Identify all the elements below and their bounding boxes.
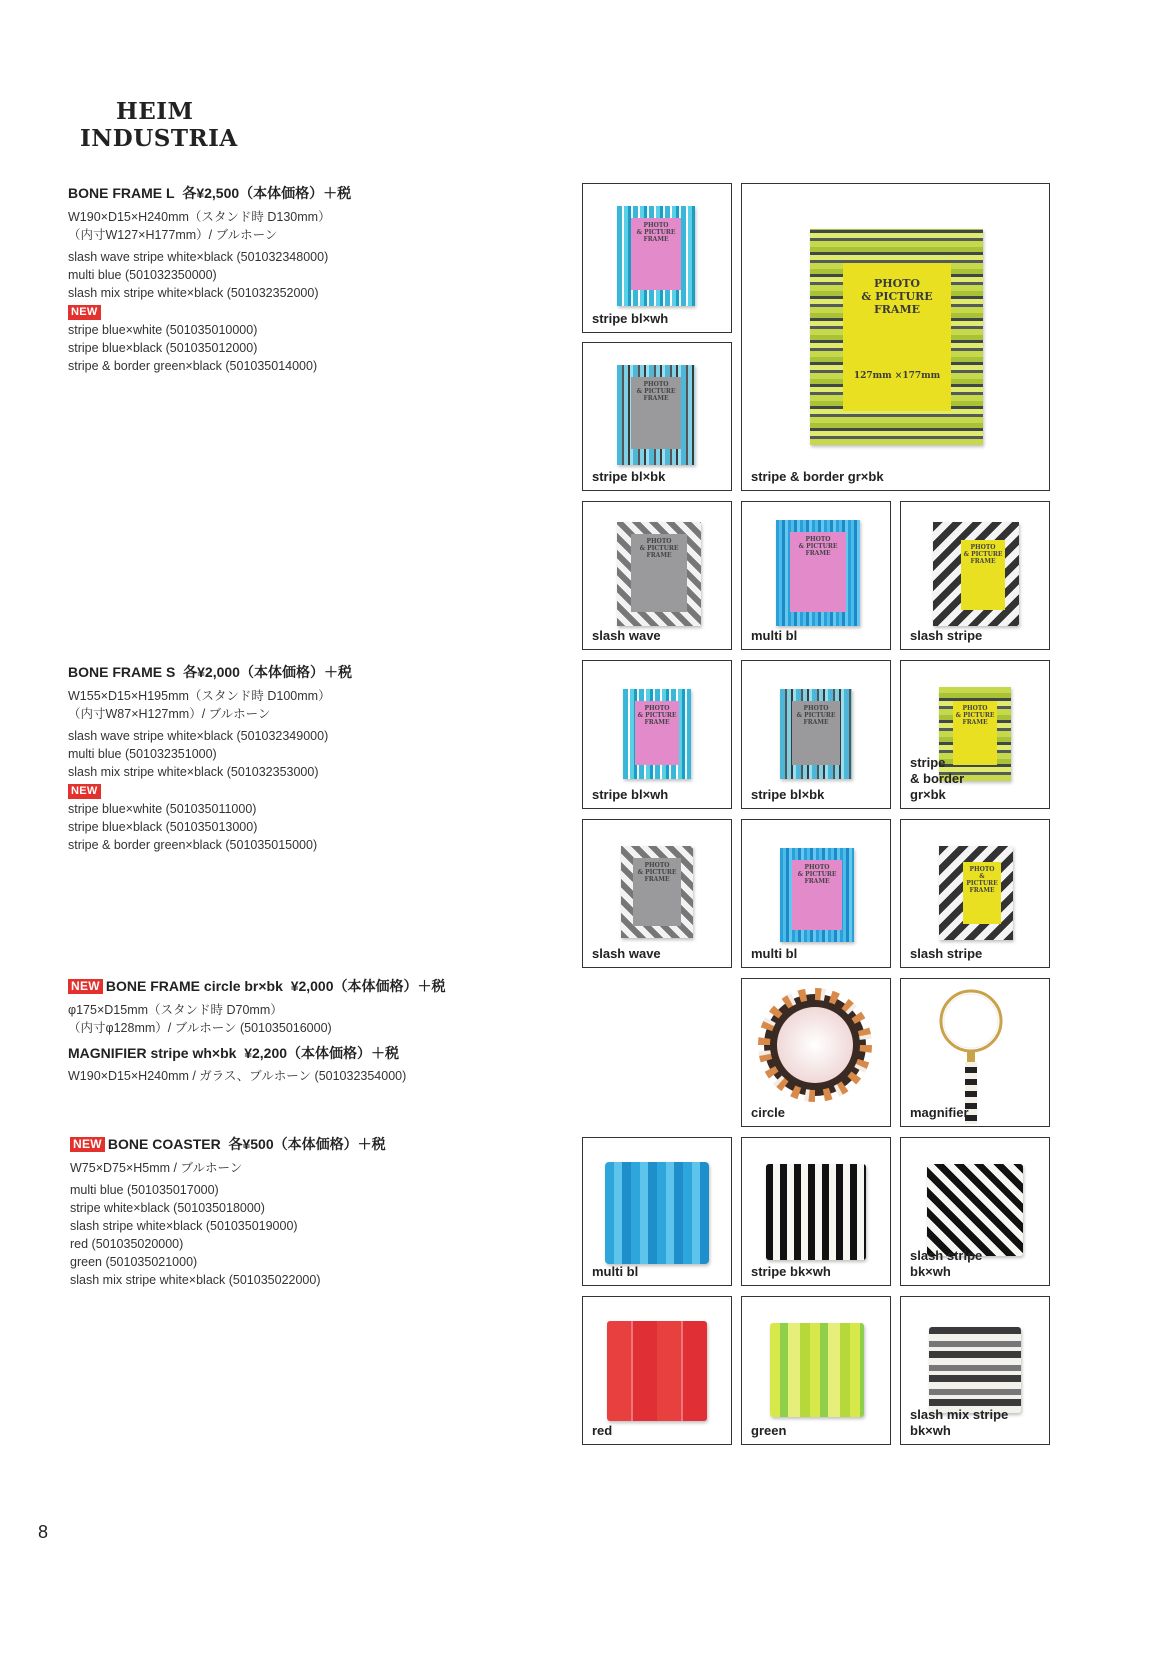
- product-price: 各¥2,000（本体価格）＋税: [183, 664, 352, 680]
- product-name: BONE FRAME L: [68, 185, 175, 201]
- card-label: stripe bl×wh: [592, 787, 669, 802]
- product-image: PHOTO & PICTURE FRAME 127mm ×177mm: [810, 229, 983, 445]
- page-number: 8: [38, 1522, 49, 1542]
- product-image: [742, 979, 890, 1126]
- product-card[interactable]: [741, 819, 891, 968]
- variant-item: multi blue (501035017000): [70, 1183, 219, 1197]
- variant-item: stripe & border green×black (501035014000): [68, 359, 318, 373]
- product-image: [605, 1162, 709, 1264]
- variant-item: slash stripe white×black (501035019000): [70, 1219, 298, 1233]
- card-label: stripe bl×bk: [751, 787, 825, 802]
- product-image: [929, 1327, 1021, 1413]
- product-image: PHOTO & PICTURE FRAME: [623, 689, 691, 779]
- variant-item: slash wave stripe white×black (501032348000): [68, 250, 329, 264]
- card-label: slash stripe: [910, 628, 983, 643]
- card-label: slash mix stripe bk×wh: [910, 1407, 1009, 1438]
- product-image: [901, 979, 1049, 1126]
- product-image: PHOTO & PICTURE FRAME: [939, 846, 1013, 940]
- card-label: stripe & border gr×bk: [751, 469, 884, 484]
- new-badge: NEW: [68, 979, 103, 994]
- brand-line-2: INDUSTRIA: [80, 125, 238, 152]
- product-image: PHOTO & PICTURE FRAME: [617, 365, 695, 465]
- new-badge: NEW: [70, 1137, 105, 1152]
- card-label: circle: [751, 1105, 785, 1120]
- product-card[interactable]: [900, 660, 1050, 809]
- product-price: 各¥2,500（本体価格）＋税: [182, 185, 352, 201]
- variant-item: multi blue (501032350000): [68, 268, 217, 282]
- product-name: MAGNIFIER stripe wh×bk: [68, 1045, 237, 1061]
- brand-logo: [80, 98, 280, 152]
- spec-line: W75×D75×H5mm / ブルホーン: [70, 1161, 243, 1175]
- product-card[interactable]: [741, 501, 891, 650]
- product-image: [607, 1321, 707, 1421]
- brand-line-1: HEIM: [116, 98, 194, 125]
- variant-item: stripe blue×white (501035011000): [68, 802, 257, 816]
- product-price: 各¥500（本体価格）＋税: [228, 1136, 386, 1152]
- product-name: BONE COASTER: [107, 1136, 221, 1152]
- product-card[interactable]: [582, 660, 732, 809]
- product-card[interactable]: [741, 1137, 891, 1286]
- product-card[interactable]: [741, 978, 891, 1127]
- card-label: multi bl: [592, 1264, 639, 1279]
- card-label: red: [592, 1423, 613, 1438]
- spec-line: （内寸φ128mm）/ ブルホーン (501035016000): [68, 1021, 332, 1035]
- product-image: PHOTO & PICTURE FRAME: [933, 522, 1019, 626]
- spec-line: φ175×D15mm（スタンド時 D70mm）: [68, 1003, 283, 1017]
- card-label: green: [751, 1423, 787, 1438]
- product-price: ¥2,200（本体価格）＋税: [244, 1045, 400, 1061]
- variant-item: stripe blue×black (501035012000): [68, 341, 258, 355]
- product-frame-l: [68, 184, 538, 375]
- product-card[interactable]: [582, 819, 732, 968]
- product-image: PHOTO & PICTURE FRAME: [780, 689, 852, 779]
- variant-item: green (501035021000): [70, 1255, 198, 1269]
- product-card[interactable]: [900, 501, 1050, 650]
- spec-line: W155×D15×H195mm（スタンド時 D100mm）: [68, 689, 331, 703]
- card-label: multi bl: [751, 628, 798, 643]
- product-image: PHOTO & PICTURE FRAME: [617, 522, 701, 626]
- product-card[interactable]: [900, 978, 1050, 1127]
- variant-item: slash mix stripe white×black (501035022000): [70, 1273, 321, 1287]
- card-label: slash stripe: [910, 946, 983, 961]
- product-image: PHOTO & PICTURE FRAME: [780, 848, 854, 942]
- product-image: PHOTO & PICTURE FRAME: [617, 206, 695, 306]
- product-card[interactable]: [582, 183, 732, 333]
- product-card[interactable]: [741, 1296, 891, 1445]
- card-label: stripe bl×wh: [592, 311, 669, 326]
- variant-item: stripe blue×black (501035013000): [68, 820, 258, 834]
- variant-item: slash mix stripe white×black (501032353000): [68, 765, 319, 779]
- spec-line: W190×D15×H240mm / ガラス、ブルホーン (501032354000): [68, 1069, 407, 1083]
- product-title: [68, 1043, 538, 1063]
- product-title: [70, 1135, 540, 1153]
- variant-item: multi blue (501032351000): [68, 747, 217, 761]
- variant-item: slash mix stripe white×black (501032352000): [68, 286, 319, 300]
- spec-line: W190×D15×H240mm（スタンド時 D130mm）: [68, 210, 331, 224]
- product-card[interactable]: [900, 819, 1050, 968]
- product-title: [68, 977, 538, 995]
- product-name: BONE FRAME S: [68, 664, 176, 680]
- product-coaster: [70, 1135, 540, 1289]
- card-label: slash stripe bk×wh: [910, 1248, 983, 1279]
- product-title: [68, 184, 538, 202]
- product-image: [927, 1164, 1023, 1256]
- product-image: PHOTO & PICTURE FRAME: [621, 846, 693, 938]
- variant-item: stripe & border green×black (501035015000): [68, 838, 318, 852]
- product-title: [68, 663, 538, 681]
- card-label: stripe bl×bk: [592, 469, 666, 484]
- card-label: stripe bk×wh: [751, 1264, 831, 1279]
- product-image: PHOTO & PICTURE FRAME: [776, 520, 860, 626]
- new-badge: NEW: [68, 305, 101, 320]
- product-circle: [68, 977, 538, 1085]
- product-card[interactable]: [741, 660, 891, 809]
- product-image: [766, 1164, 866, 1260]
- variant-item: red (501035020000): [70, 1237, 184, 1251]
- spec-line: （内寸W87×H127mm）/ ブルホーン: [68, 707, 271, 721]
- spec-line: （内寸W127×H177mm）/ ブルホーン: [68, 228, 278, 242]
- product-card[interactable]: [582, 501, 732, 650]
- product-card[interactable]: [900, 1296, 1050, 1445]
- new-badge: NEW: [68, 784, 101, 799]
- product-card[interactable]: [582, 1137, 732, 1286]
- product-image: [770, 1323, 864, 1417]
- product-card[interactable]: [741, 183, 1050, 491]
- card-label: slash wave: [592, 946, 661, 961]
- variant-item: stripe white×black (501035018000): [70, 1201, 265, 1215]
- product-card[interactable]: [582, 1296, 732, 1445]
- product-name: BONE FRAME circle br×bk: [105, 978, 283, 994]
- variant-item: stripe blue×white (501035010000): [68, 323, 258, 337]
- product-image: PHOTO & PICTURE FRAME: [939, 687, 1011, 781]
- product-card[interactable]: [582, 342, 732, 491]
- card-label: slash wave: [592, 628, 661, 643]
- card-label: multi bl: [751, 946, 798, 961]
- product-price: ¥2,000（本体価格）＋税: [290, 978, 446, 994]
- card-label: stripe & border gr×bk: [910, 755, 965, 802]
- product-card[interactable]: [900, 1137, 1050, 1286]
- variant-item: slash wave stripe white×black (501032349000): [68, 729, 329, 743]
- product-frame-s: [68, 663, 538, 854]
- card-label: magnifier: [910, 1105, 969, 1120]
